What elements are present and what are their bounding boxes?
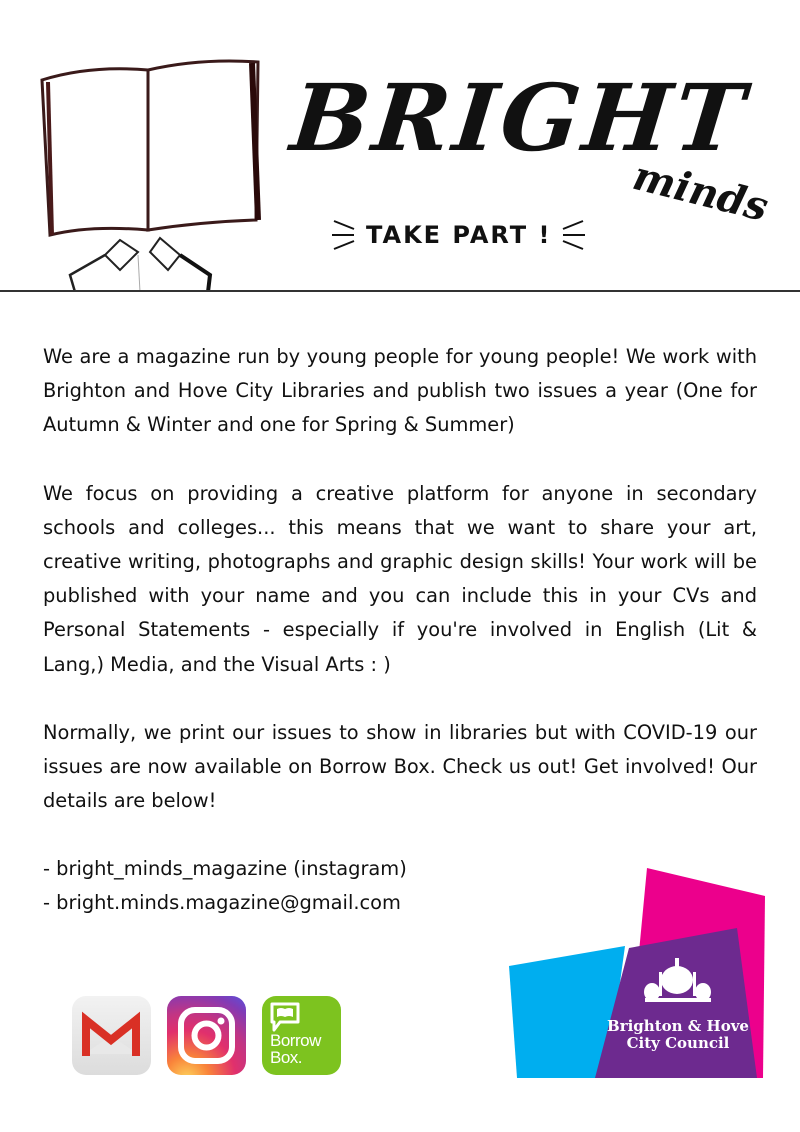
header — [0, 0, 800, 292]
magazine-title: BRIGHT — [286, 64, 753, 172]
book-head-illustration — [30, 30, 270, 292]
magazine-subtitle: minds — [628, 152, 773, 231]
app-icons — [72, 996, 341, 1075]
brighton-hove-council-logo — [507, 866, 769, 1078]
instagram-handle[interactable]: - bright_minds_magazine (instagram) — [43, 857, 407, 881]
svg-text:City Council: City Council — [626, 1034, 730, 1052]
burst-lines-right-icon — [559, 217, 587, 253]
header-divider — [0, 290, 800, 292]
take-part-banner — [330, 210, 587, 260]
take-part-label: TAKE PART ! — [366, 221, 552, 249]
focus-paragraph: We focus on providing a creative platform for anyone in secondary schools and colleges... this means that we want to share your art, creative writing, photographs and graphic design skills! Your work will be published with your name and you can include this in your CVs and Personal Statements - especially if you're involved in English (Lit & Lang,) Media, and the Visual Arts : ) — [43, 481, 757, 676]
email-address[interactable]: - bright.minds.magazine@gmail.com — [43, 891, 401, 915]
burst-lines-left-icon — [330, 217, 358, 253]
body-content — [43, 340, 757, 920]
intro-paragraph: We are a magazine run by young people for young people! We work with Brighton and Hove City Libraries and publish two issues a year (One for Autumn & Winter and one for Spring & Summer) — [43, 345, 757, 437]
svg-text:Brighton & Hove: Brighton & Hove — [607, 1017, 749, 1035]
borrowbox-icon[interactable] — [262, 996, 341, 1075]
instagram-icon[interactable] — [167, 996, 246, 1075]
borrowbox-label: Borrow Box. — [270, 1031, 321, 1067]
gmail-icon[interactable] — [72, 996, 151, 1075]
availability-paragraph: Normally, we print our issues to show in libraries but with COVID-19 our issues are now available on Borrow Box. Check us out! Get involved! Our details are below! — [43, 720, 757, 813]
